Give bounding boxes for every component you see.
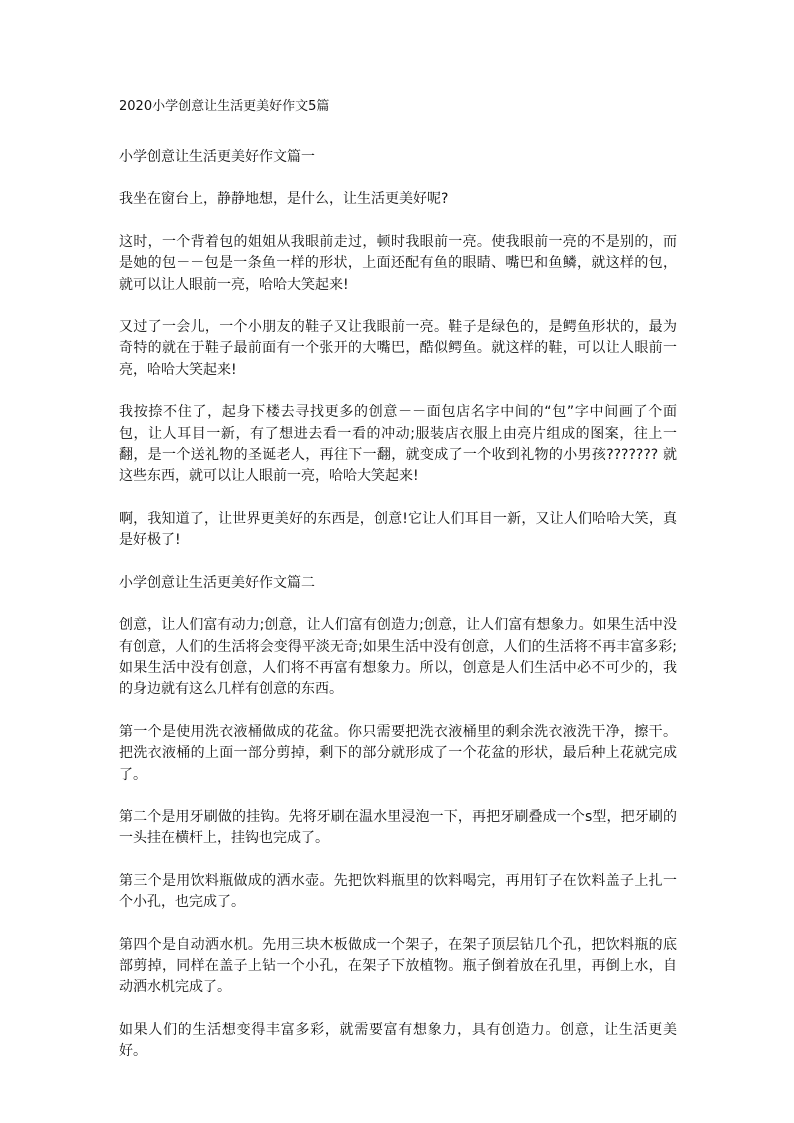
paragraph: 我坐在窗台上，静静地想，是什么，让生活更美好呢? [119, 191, 449, 208]
paragraph: 我按捺不住了，起身下楼去寻找更多的创意－－面包店名字中间的“包”字中间画了个面包，让人耳目一新，有了想进去看一看的冲动;服装店衣服上由亮片组成的图案，往上一翻，是一个送礼物的圣诞老人，再往下一翻，就变成了一个收到礼物的小男孩??????? 就这些东西，就可以让人眼前一亮，哈哈大笑起来! [119, 404, 677, 485]
document-title: 2020小学创意让生活更美好作文5篇 [119, 99, 330, 114]
paragraph: 这时，一个背着包的姐姐从我眼前走过，顿时我眼前一亮。使我眼前一亮的不是别的，而是她的包－－包是一条鱼一样的形状，上面还配有鱼的眼睛、嘴巴和鱼鳞，就这样的包，就可以让人眼前一亮，哈哈大笑起来! [119, 233, 677, 293]
section-heading-1: 小学创意让生活更美好作文篇一 [119, 149, 315, 165]
section-heading-2: 小学创意让生活更美好作文篇二 [119, 574, 315, 591]
paragraph: 第二个是用牙刷做的挂钩。先将牙刷在温水里浸泡一下，再把牙刷叠成一个s型，把牙刷的一头挂在横杆上，挂钩也完成了。 [119, 808, 677, 847]
paragraph: 啊，我知道了，让世界更美好的东西是，创意!它让人们耳目一新，又让人们哈哈大笑，真是好极了! [119, 510, 677, 549]
paragraph: 第三个是用饮料瓶做成的洒水壶。先把饮料瓶里的饮料喝完，再用钉子在饮料盖子上扎一个小孔，也完成了。 [119, 872, 677, 911]
paragraph: 第四个是自动洒水机。先用三块木板做成一个架子，在架子顶层钻几个孔，把饮料瓶的底部剪掉，同样在盖子上钻一个小孔，在架子下放植物。瓶子倒着放在孔里，再倒上水，自动洒水机完成了。 [119, 936, 677, 996]
paragraph: 如果人们的生活想变得丰富多彩，就需要富有想象力，具有创造力。创意，让生活更美好。 [119, 1021, 677, 1060]
paragraph: 创意，让人们富有动力;创意，让人们富有创造力;创意，让人们富有想象力。如果生活中没有创意，人们的生活将会变得平淡无奇;如果生活中没有创意，人们的生活将不再丰富多彩;如果生活中没有创意，人们将不再富有想象力。所以，创意是人们生活中必不可少的，我的身边就有这么几样有创意的东西。 [119, 617, 677, 698]
document-body [119, 147, 677, 1063]
paragraph: 第一个是使用洗衣液桶做成的花盆。你只需要把洗衣液桶里的剩余洗衣液洗干净，擦干。把洗衣液桶的上面一部分剪掉，剩下的部分就形成了一个花盆的形状，最后种上花就完成了。 [119, 723, 677, 783]
paragraph: 又过了一会儿，一个小朋友的鞋子又让我眼前一亮。鞋子是绿色的，是鳄鱼形状的，最为奇特的就在于鞋子最前面有一个张开的大嘴巴，酷似鳄鱼。就这样的鞋，可以让人眼前一亮，哈哈大笑起来! [119, 319, 677, 378]
